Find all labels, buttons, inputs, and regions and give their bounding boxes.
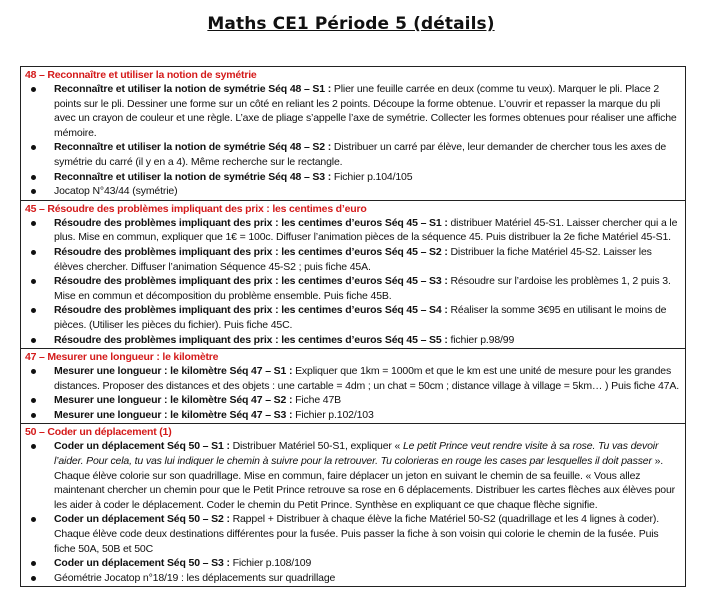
- item-heading: Résoudre des problèmes impliquant des prix : les centimes d’euros Séq 45 – S3 :: [54, 275, 448, 288]
- bullet-icon: [31, 87, 36, 92]
- item-text: Réaliser la somme 3€95 en utilisant le moins de pièces. (Utiliser les pièces du fichier). Puis fiche 45C.: [54, 304, 667, 331]
- section-symmetry: [21, 67, 685, 201]
- bullet-icon: [31, 189, 36, 194]
- section-prices: [21, 201, 685, 349]
- list-item: [25, 556, 681, 571]
- item-heading: Coder un déplacement Séq 50 – S2 :: [54, 513, 230, 526]
- item-heading: Coder un déplacement Séq 50 – S1 :: [54, 440, 230, 453]
- list-item: [25, 571, 681, 586]
- bullet-icon: [31, 145, 36, 150]
- list-item: [25, 512, 681, 556]
- section-title: 47 – Mesurer une longueur : le kilomètre: [25, 351, 219, 364]
- item-list: [25, 82, 681, 199]
- section-title: 50 – Coder un déplacement (1): [25, 426, 172, 439]
- section-coding-moves: [21, 424, 685, 587]
- bullet-icon: [31, 175, 36, 180]
- item-list: [25, 216, 681, 347]
- list-item: [25, 140, 681, 169]
- list-item: [25, 393, 681, 408]
- item-text: distribuer Matériel 45-S1. Laisser chercher qui a le plus. Mise en commun, expliquer que 1€ = 100c. Diffuser l’animation pièces de la séquence 45. Puis distribuer la 2e fiche Matériel 45-S1.: [54, 216, 678, 244]
- bullet-icon: [31, 517, 36, 522]
- item-text: Géométrie Jocatop n°18/19 : les déplacements sur quadrillage: [54, 571, 336, 584]
- list-item: [25, 184, 681, 199]
- item-heading: Mesurer une longueur : le kilomètre Séq 47 – S2 :: [54, 394, 293, 407]
- list-item: [25, 439, 681, 512]
- item-heading: Mesurer une longueur : le kilomètre Séq 47 – S3 :: [54, 408, 293, 421]
- item-text: fichier p.98/99: [447, 333, 515, 346]
- bullet-icon: [31, 308, 36, 313]
- section-title: 48 – Reconnaître et utiliser la notion de symétrie: [25, 69, 257, 81]
- item-text: Distribuer Matériel 50-S1, expliquer «: [229, 440, 403, 453]
- item-heading: Reconnaître et utiliser la notion de symétrie Séq 48 – S2 :: [54, 141, 332, 154]
- item-heading: Mesurer une longueur : le kilomètre Séq 47 – S1 :: [54, 365, 293, 378]
- item-heading: Résoudre des problèmes impliquant des prix : les centimes d’euros Séq 45 – S1 :: [54, 216, 448, 229]
- item-heading: Reconnaître et utiliser la notion de symétrie Séq 48 – S3 :: [54, 170, 332, 183]
- item-list: [25, 364, 681, 422]
- item-list: [25, 439, 681, 585]
- section-kilometer: [21, 349, 685, 424]
- item-text: Rappel + Distribuer à chaque élève la fiche Matériel 50-S2 (quadrillage et les 4 lignes à coder). Chaque élève code deux destinations différentes pour la fusée. Puis passer la fiche à son voisin qui colorie le chemin de la fusée. Puis fiche 50A, 50B et 50C: [54, 513, 659, 555]
- item-text: Fichier p.102/103: [292, 408, 374, 421]
- list-item: [25, 333, 681, 348]
- item-text: Expliquer que 1km = 1000m et que le km est une unité de mesure pour les grandes distances. Proposer des distances et des objets : une cartable = 4dm ; un chat = 50cm ; distance village à village = 5km… ) Puis fiche 47A.: [54, 365, 679, 392]
- bullet-icon: [31, 279, 36, 284]
- page-title: Maths CE1 Période 5 (détails): [207, 14, 495, 34]
- item-text: Fiche 47B: [292, 394, 342, 407]
- lesson-table: [20, 66, 686, 587]
- bullet-icon: [31, 221, 36, 226]
- bullet-icon: [31, 369, 36, 374]
- item-heading: Résoudre des problèmes impliquant des prix : les centimes d’euros Séq 45 – S5 :: [54, 333, 448, 346]
- item-text: ». Chaque élève colorie sur son quadrillage. Mise en commun, faire déplacer un jeton en suivant le chemin de sa feuille. « Vous allez maintenant chercher un chemin pour que le Petit Prince retrouve sa rose en 6 déplacements. Distribuer les cartes flèches aux élèves pour les aider à coder le déplacement. Coder le chemin du Petit Prince. Synthèse en expliquant ce que chaque flèche signifie.: [54, 455, 676, 511]
- item-quote: Le petit Prince veut rendre visite à sa rose. Tu vas devoir l’aider. Pour cela, tu vas lui indiquer le chemin à suivre pour la retrouver. Tu colorieras en rouge les cases par lesquelles il doit passer: [54, 440, 659, 468]
- bullet-icon: [31, 576, 36, 581]
- bullet-icon: [31, 398, 36, 403]
- item-heading: Résoudre des problèmes impliquant des prix : les centimes d’euros Séq 45 – S4 :: [54, 304, 448, 317]
- list-item: [25, 170, 681, 185]
- item-text: Fichier p.104/105: [331, 170, 413, 183]
- bullet-icon: [31, 413, 36, 418]
- list-item: [25, 82, 681, 140]
- list-item: [25, 364, 681, 393]
- item-heading: Reconnaître et utiliser la notion de symétrie Séq 48 – S1 :: [54, 83, 332, 95]
- bullet-icon: [31, 338, 36, 343]
- item-text: Distribuer la fiche Matériel 45-S2. Laisser les élèves chercher. Diffuser l’animation Séquence 45-S2 ; puis fiche 45A.: [54, 245, 652, 273]
- list-item: [25, 303, 681, 332]
- item-heading: Résoudre des problèmes impliquant des prix : les centimes d’euros Séq 45 – S2 :: [54, 245, 448, 258]
- item-text: Plier une feuille carrée en deux (comme tu veux). Marquer le pli. Place 2 points sur le pli. Dessiner une forme sur un côté en reliant les 2 points. Découpe la forme obtenue. L’ouvrir et repasser la marque du pli avec un crayon de couleur et une règle. L’axe de pliage s’appelle l’axe de symétrie. Collecter les formes obtenues pour réaliser une affiche mémoire.: [54, 83, 677, 139]
- list-item: [25, 245, 681, 274]
- list-item: [25, 216, 681, 245]
- item-text: Distribuer un carré par élève, leur demander de chercher tous les axes de symétrie du carré (il y en a 4). Même recherche sur le rectangle.: [54, 141, 667, 168]
- list-item: [25, 408, 681, 423]
- item-heading: Coder un déplacement Séq 50 – S3 :: [54, 557, 230, 570]
- bullet-icon: [31, 250, 36, 255]
- item-text: Résoudre sur l’ardoise les problèmes 1, 2 puis 3. Mise en commun et décomposition du problème ensemble. Puis fiche 45B.: [54, 275, 671, 302]
- bullet-icon: [31, 561, 36, 566]
- bullet-icon: [31, 444, 36, 449]
- list-item: [25, 274, 681, 303]
- item-text: Fichier p.108/109: [229, 557, 312, 570]
- section-title: 45 – Résoudre des problèmes impliquant des prix : les centimes d’euro: [25, 202, 367, 215]
- item-text: Jocatop N°43/44 (symétrie): [54, 185, 178, 198]
